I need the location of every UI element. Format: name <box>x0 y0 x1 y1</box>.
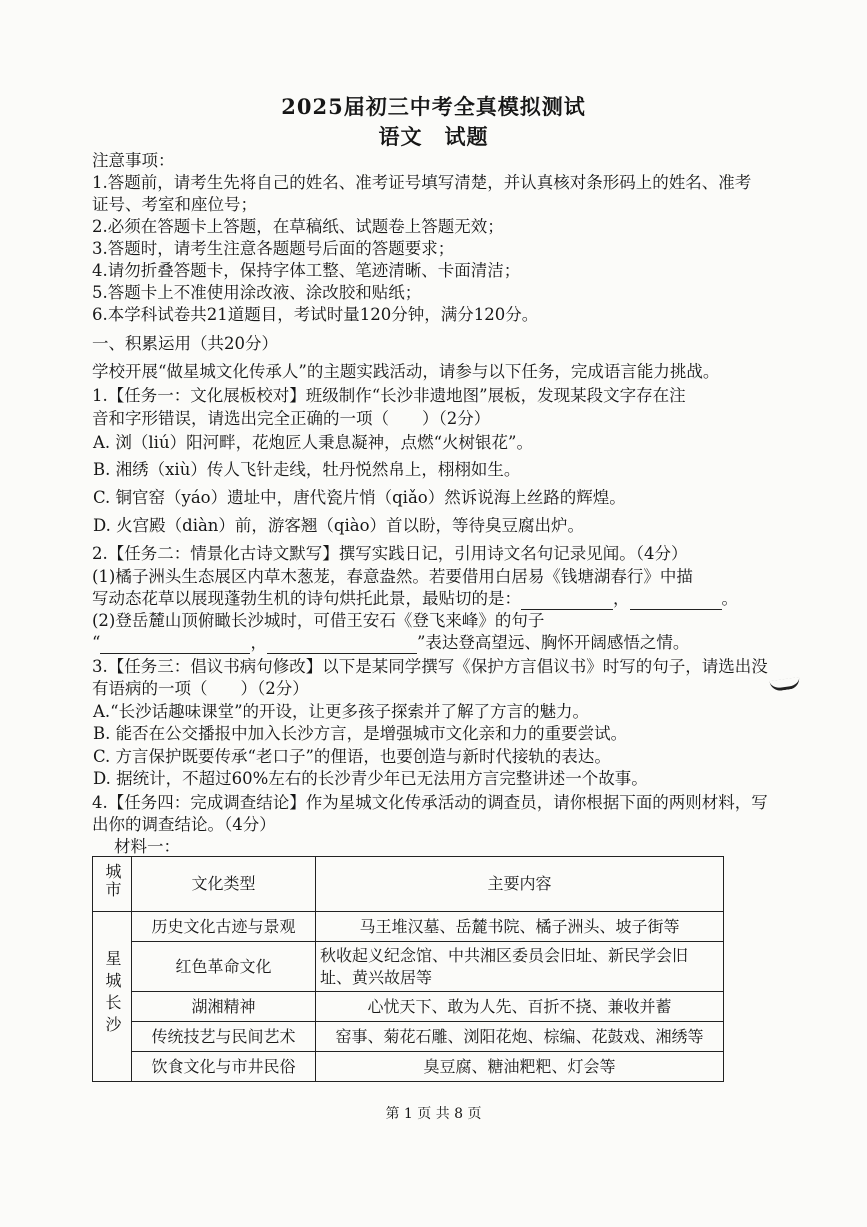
q2-quote-close: ” <box>416 633 426 652</box>
material-table <box>92 856 724 1082</box>
q2-part1-text: 写动态花草以展现蓬勃生机的诗句烘托此景，最贴切的是： <box>92 589 521 608</box>
header-city: 城市 <box>93 857 132 912</box>
q2-stem: 2.【任务二：情景化古诗文默写】撰写实践日记，引用诗文名句记录见闻。（4分） <box>92 544 688 563</box>
notice-item: 2.必须在答题卡上答题，在草稿纸、试题卷上答题无效； <box>92 217 504 236</box>
q2-quote-open: “ <box>92 633 101 652</box>
table-row <box>93 1052 724 1082</box>
q2-part2: (2)登岳麓山顶俯瞰长沙城时，可借王安石《登飞来峰》的句子 <box>92 611 545 630</box>
q4-stem: 4.【任务四：完成调查结论】作为星城文化传承活动的调查员，请你根据下面的两则材料，写 <box>92 793 768 812</box>
section-heading: 一、积累运用（共20分） <box>92 334 278 353</box>
table-row <box>93 942 724 992</box>
q2-part2-text: 表达登高望远、胸怀开阔感悟之情。 <box>425 633 690 652</box>
q3-option-a: A.“长沙话趣味课堂”的开设，让更多孩子探索并了解了方言的魅力。 <box>93 702 590 721</box>
q2-part1 <box>92 588 738 610</box>
q1-stem: 1.【任务一：文化展板校对】班级制作“长沙非遗地图”展板，发现某段文字存在注 <box>92 386 686 405</box>
notice-heading: 注意事项： <box>92 151 175 170</box>
content-cell: 窑事、菊花石雕、浏阳花炮、棕编、花鼓戏、湘绣等 <box>316 1022 724 1052</box>
q1-option-d: D. 火宫殿（diàn）前，游客翘（qiào）首以盼，等待臭豆腐出炉。 <box>93 516 585 535</box>
header-type: 文化类型 <box>132 857 316 912</box>
notice-item: 4.请勿折叠答题卡，保持字体工整、笔迹清晰、卡面清洁； <box>92 261 521 280</box>
q3-stem: 3.【任务三：倡议书病句修改】以下是某同学撰写《保护方言倡议书》时写的句子，请选出没 <box>92 657 768 676</box>
notice-item: 3.答题时，请考生注意各题题号后面的答题要求； <box>92 239 455 258</box>
q3-option-c: C. 方言保护既要传承“老口子”的俚语，也要创造与新时代接轨的表达。 <box>93 747 611 766</box>
notice-item: 5.答题卡上不准使用涂改液、涂改胶和贴纸； <box>92 283 422 302</box>
exam-subtitle: 语文 试题 <box>378 124 489 149</box>
notice-item: 1.答题前，请考生先将自己的姓名、准考证号填写清楚，并认真核对条形码上的姓名、准考 <box>92 173 752 192</box>
section-intro: 学校开展“做星城文化传承人”的主题实践活动，请参与以下任务，完成语言能力挑战。 <box>92 362 720 381</box>
table-row <box>93 912 724 942</box>
q2-comma: ， <box>250 633 267 652</box>
q2-period: 。 <box>721 589 738 608</box>
q1-option-a: A. 浏（liú）阳河畔，花炮匠人秉息凝神，点燃“火树银花”。 <box>93 433 533 452</box>
type-cell: 饮食文化与市井民俗 <box>132 1052 316 1082</box>
content-cell: 臭豆腐、糖油粑粑、灯会等 <box>316 1052 724 1082</box>
pen-mark <box>769 677 800 692</box>
q3-option-b: B. 能否在公交播报中加入长沙方言，是增强城市文化亲和力的重要尝试。 <box>93 724 628 743</box>
type-cell: 传统技艺与民间艺术 <box>132 1022 316 1052</box>
table-row <box>93 992 724 1022</box>
table-header-row <box>93 857 724 912</box>
answer-blank[interactable] <box>267 637 417 654</box>
answer-blank[interactable] <box>630 593 722 610</box>
q2-part2 <box>92 632 689 654</box>
q1-option-b: B. 湘绣（xiù）传人飞针走线，牡丹悦然帛上，栩栩如生。 <box>93 460 521 479</box>
type-cell: 历史文化古迹与景观 <box>132 912 316 942</box>
q1-stem: 音和字形错误，请选出完全正确的一项（ ）（2分） <box>92 409 491 428</box>
type-cell: 湖湘精神 <box>132 992 316 1022</box>
type-cell: 红色革命文化 <box>132 942 316 992</box>
city-cell: 星城长沙 <box>93 912 132 1082</box>
q3-stem: 有语病的一项（ ）（2分） <box>92 679 309 698</box>
material-label: 材料一： <box>114 837 180 856</box>
notice-item: 证号、考室和座位号； <box>92 195 257 214</box>
q2-part1: (1)橘子洲头生态展区内草木葱茏，春意盎然。若要借用白居易《钱塘湖春行》中描 <box>92 567 693 586</box>
page-footer: 第 1 页 共 8 页 <box>385 1106 482 1122</box>
content-cell: 马王堆汉墓、岳麓书院、橘子洲头、坡子街等 <box>316 912 724 942</box>
q4-stem: 出你的调查结论。（4分） <box>92 815 276 834</box>
notice-item: 6.本学科试卷共21道题目，考试时量120分钟，满分120分。 <box>92 305 539 324</box>
content-cell: 秋收起义纪念馆、中共湘区委员会旧址、新民学会旧址、黄兴故居等 <box>316 942 724 992</box>
q3-option-d: D. 据统计，不超过60%左右的长沙青少年已无法用方言完整讲述一个故事。 <box>93 769 648 788</box>
table-row <box>93 1022 724 1052</box>
answer-blank[interactable] <box>100 637 250 654</box>
answer-blank[interactable] <box>521 593 613 610</box>
q2-comma: ， <box>613 589 630 608</box>
header-content: 主要内容 <box>316 857 724 912</box>
content-cell: 心忧天下、敢为人先、百折不挠、兼收并蓄 <box>316 992 724 1022</box>
exam-title: 2025届初三中考全真模拟测试 <box>281 94 586 119</box>
q1-option-c: C. 铜官窑（yáo）遗址中，唐代瓷片悄（qiǎo）然诉说海上丝路的辉煌。 <box>93 488 626 507</box>
